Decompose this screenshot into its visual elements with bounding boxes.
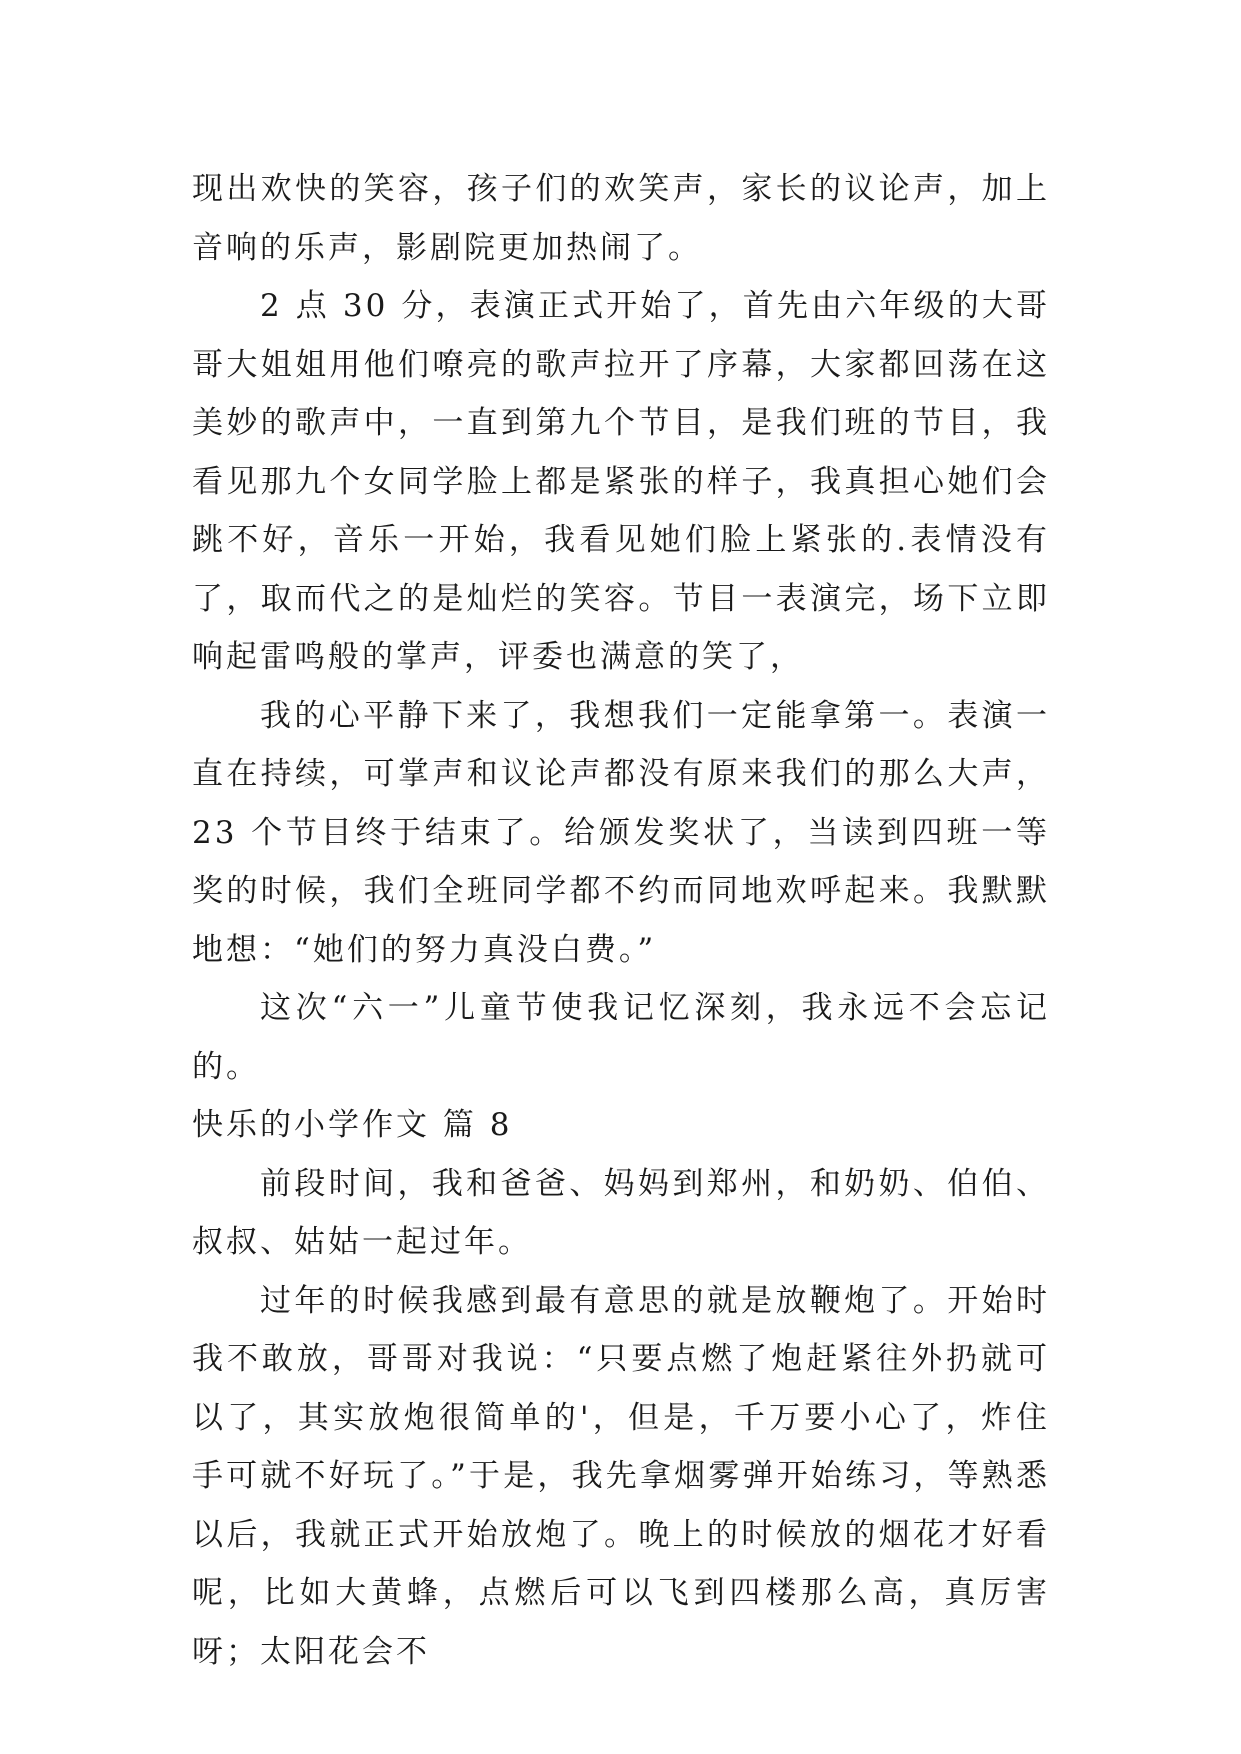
paragraph-1: 现出欢快的笑容，孩子们的欢笑声，家长的议论声，加上音响的乐声，影剧院更加热闹了。 [192,171,1050,266]
paragraph-4: 这次“六一”儿童节使我记忆深刻，我永远不会忘记的。 [192,990,1050,1085]
paragraph-5: 前段时间，我和爸爸、妈妈到郑州，和奶奶、伯伯、叔叔、姑姑一起过年。 [192,1165,1050,1260]
section-heading: 快乐的小学作文 篇 8 [192,1107,513,1143]
document-body [192,160,1050,1681]
paragraph-3: 我的心平静下来了，我想我们一定能拿第一。表演一直在持续，可掌声和议论声都没有原来我们的那么大声，23 个节目终于结束了。给颁发奖状了，当读到四班一等奖的时候，我们全班同学都不约而同地欢呼起来。我默默地想：“她们的努力真没白费。” [192,697,1050,968]
paragraph-2: 2 点 30 分，表演正式开始了，首先由六年级的大哥哥大姐姐用他们嘹亮的歌声拉开了序幕，大家都回荡在这美妙的歌声中，一直到第九个节目，是我们班的节目，我看见那九个女同学脸上都是紧张的样子，我真担心她们会跳不好，音乐一开始，我看见她们脸上紧张的.表情没有了，取而代之的是灿烂的笑容。节目一表演完，场下立即响起雷鸣般的掌声，评委也满意的笑了， [192,288,1050,675]
paragraph-6: 过年的时候我感到最有意思的就是放鞭炮了。开始时我不敢放，哥哥对我说：“只要点燃了炮赶紧往外扔就可以了，其实放炮很简单的'，但是，千万要小心了，炸住手可就不好玩了。”于是，我先拿烟雾弹开始练习，等熟悉以后，我就正式开始放炮了。晚上的时候放的烟花才好看呢，比如大黄蜂，点燃后可以飞到四楼那么高，真厉害呀；太阳花会不 [192,1282,1050,1670]
